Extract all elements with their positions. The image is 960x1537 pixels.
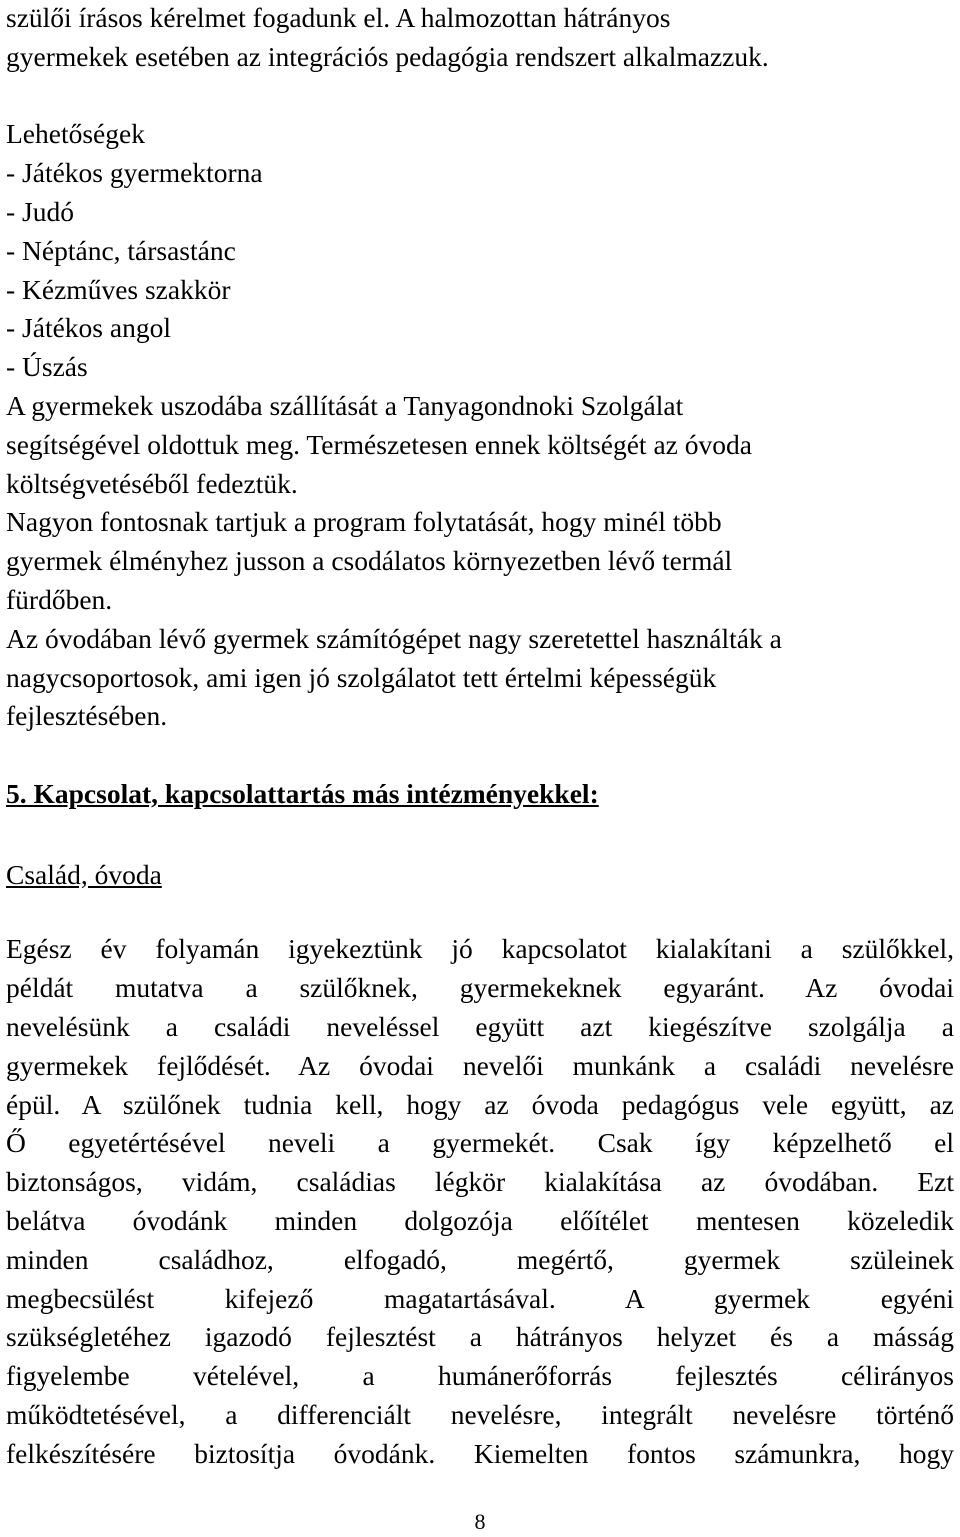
text-line: Az óvodában lévő gyermek számítógépet nagy szeretettel használták a	[6, 622, 782, 654]
list-item: - Kézműves szakkör	[6, 273, 231, 305]
text-line: gyermek élményhez jusson a csodálatos környezetben lévő termál	[6, 545, 733, 577]
body-line: biztonságos, vidám, családias légkör kialakítása az óvodában. Ezt	[6, 1166, 954, 1198]
list-item: - Játékos angol	[6, 312, 171, 344]
body-line: épül. A szülőnek tudnia kell, hogy az óvoda pedagógus vele együtt, az	[6, 1088, 954, 1120]
paragraph-gap	[6, 894, 954, 930]
text-line: Nagyon fontosnak tartjuk a program folytatását, hogy minél több	[6, 506, 722, 538]
text-line: A gyermekek uszodába szállítását a Tanyagondnoki Szolgálat	[6, 389, 684, 421]
body-line: Ő egyetértésével neveli a gyermekét. Csak így képzelhető el	[6, 1127, 954, 1159]
text-line: segítségével oldottuk meg. Természetesen ennek költségét az óvoda	[6, 428, 752, 460]
list-item: - Játékos gyermektorna	[6, 157, 263, 189]
page-number: 8	[474, 1509, 486, 1534]
body-line: belátva óvodánk minden dolgozója előítélet mentesen közeledik	[6, 1204, 954, 1236]
body-line: példát mutatva a szülőknek, gyermekeknek egyaránt. Az óvodai	[6, 972, 954, 1004]
list-item: - Judó	[6, 195, 74, 227]
paragraph-gap	[6, 77, 954, 116]
text-line: nagycsoportosok, ami igen jó szolgálatot tett értelmi képességük	[6, 661, 717, 693]
text-line: fejlesztésében.	[6, 700, 168, 732]
text-line: fürdőben.	[6, 583, 113, 615]
body-line: működtetésével, a differenciált nevelésre, integrált nevelésre történő	[6, 1398, 954, 1430]
text-line: szülői írásos kérelmet fogadunk el. A halmozottan hátrányos	[6, 2, 671, 33]
list-title: Lehetőségek	[6, 118, 145, 150]
body-line: nevelésünk a családi neveléssel együtt azt kiegészítve szolgálja a	[6, 1010, 954, 1042]
body-line: megbecsülést kifejező magatartásával. A gyermek egyéni	[6, 1282, 954, 1314]
body-line: figyelembe vételével, a humánerőforrás fejlesztés célirányos	[6, 1360, 954, 1392]
list-item: - Néptánc, társastánc	[6, 234, 236, 266]
text-line: gyermekek esetében az integrációs pedagógia rendszert alkalmazzuk.	[6, 40, 769, 72]
text-line: költségvetéséből fedeztük.	[6, 467, 298, 499]
section-heading: 5. Kapcsolat, kapcsolattartás más intézményekkel:	[6, 777, 599, 809]
body-line: szükségletéhez igazodó fejlesztést a hátrányos helyzet és a másság	[6, 1321, 954, 1353]
list-item: - Úszás	[6, 351, 88, 383]
paragraph-gap	[6, 814, 954, 853]
subsection-heading: Család, óvoda	[6, 858, 162, 890]
paragraph-gap	[6, 736, 954, 775]
body-line: gyermekek fejlődését. Az óvodai nevelői munkánk a családi nevelésre	[6, 1049, 954, 1081]
document-page	[6, 0, 954, 1473]
body-line: minden családhoz, elfogadó, megértő, gyermek szüleinek	[6, 1243, 954, 1275]
body-line: felkészítésére biztosítja óvodánk. Kiemelten fontos számunkra, hogy	[6, 1437, 954, 1469]
body-line: Egész év folyamán igyekeztünk jó kapcsolatot kialakítani a szülőkkel,	[6, 933, 954, 965]
